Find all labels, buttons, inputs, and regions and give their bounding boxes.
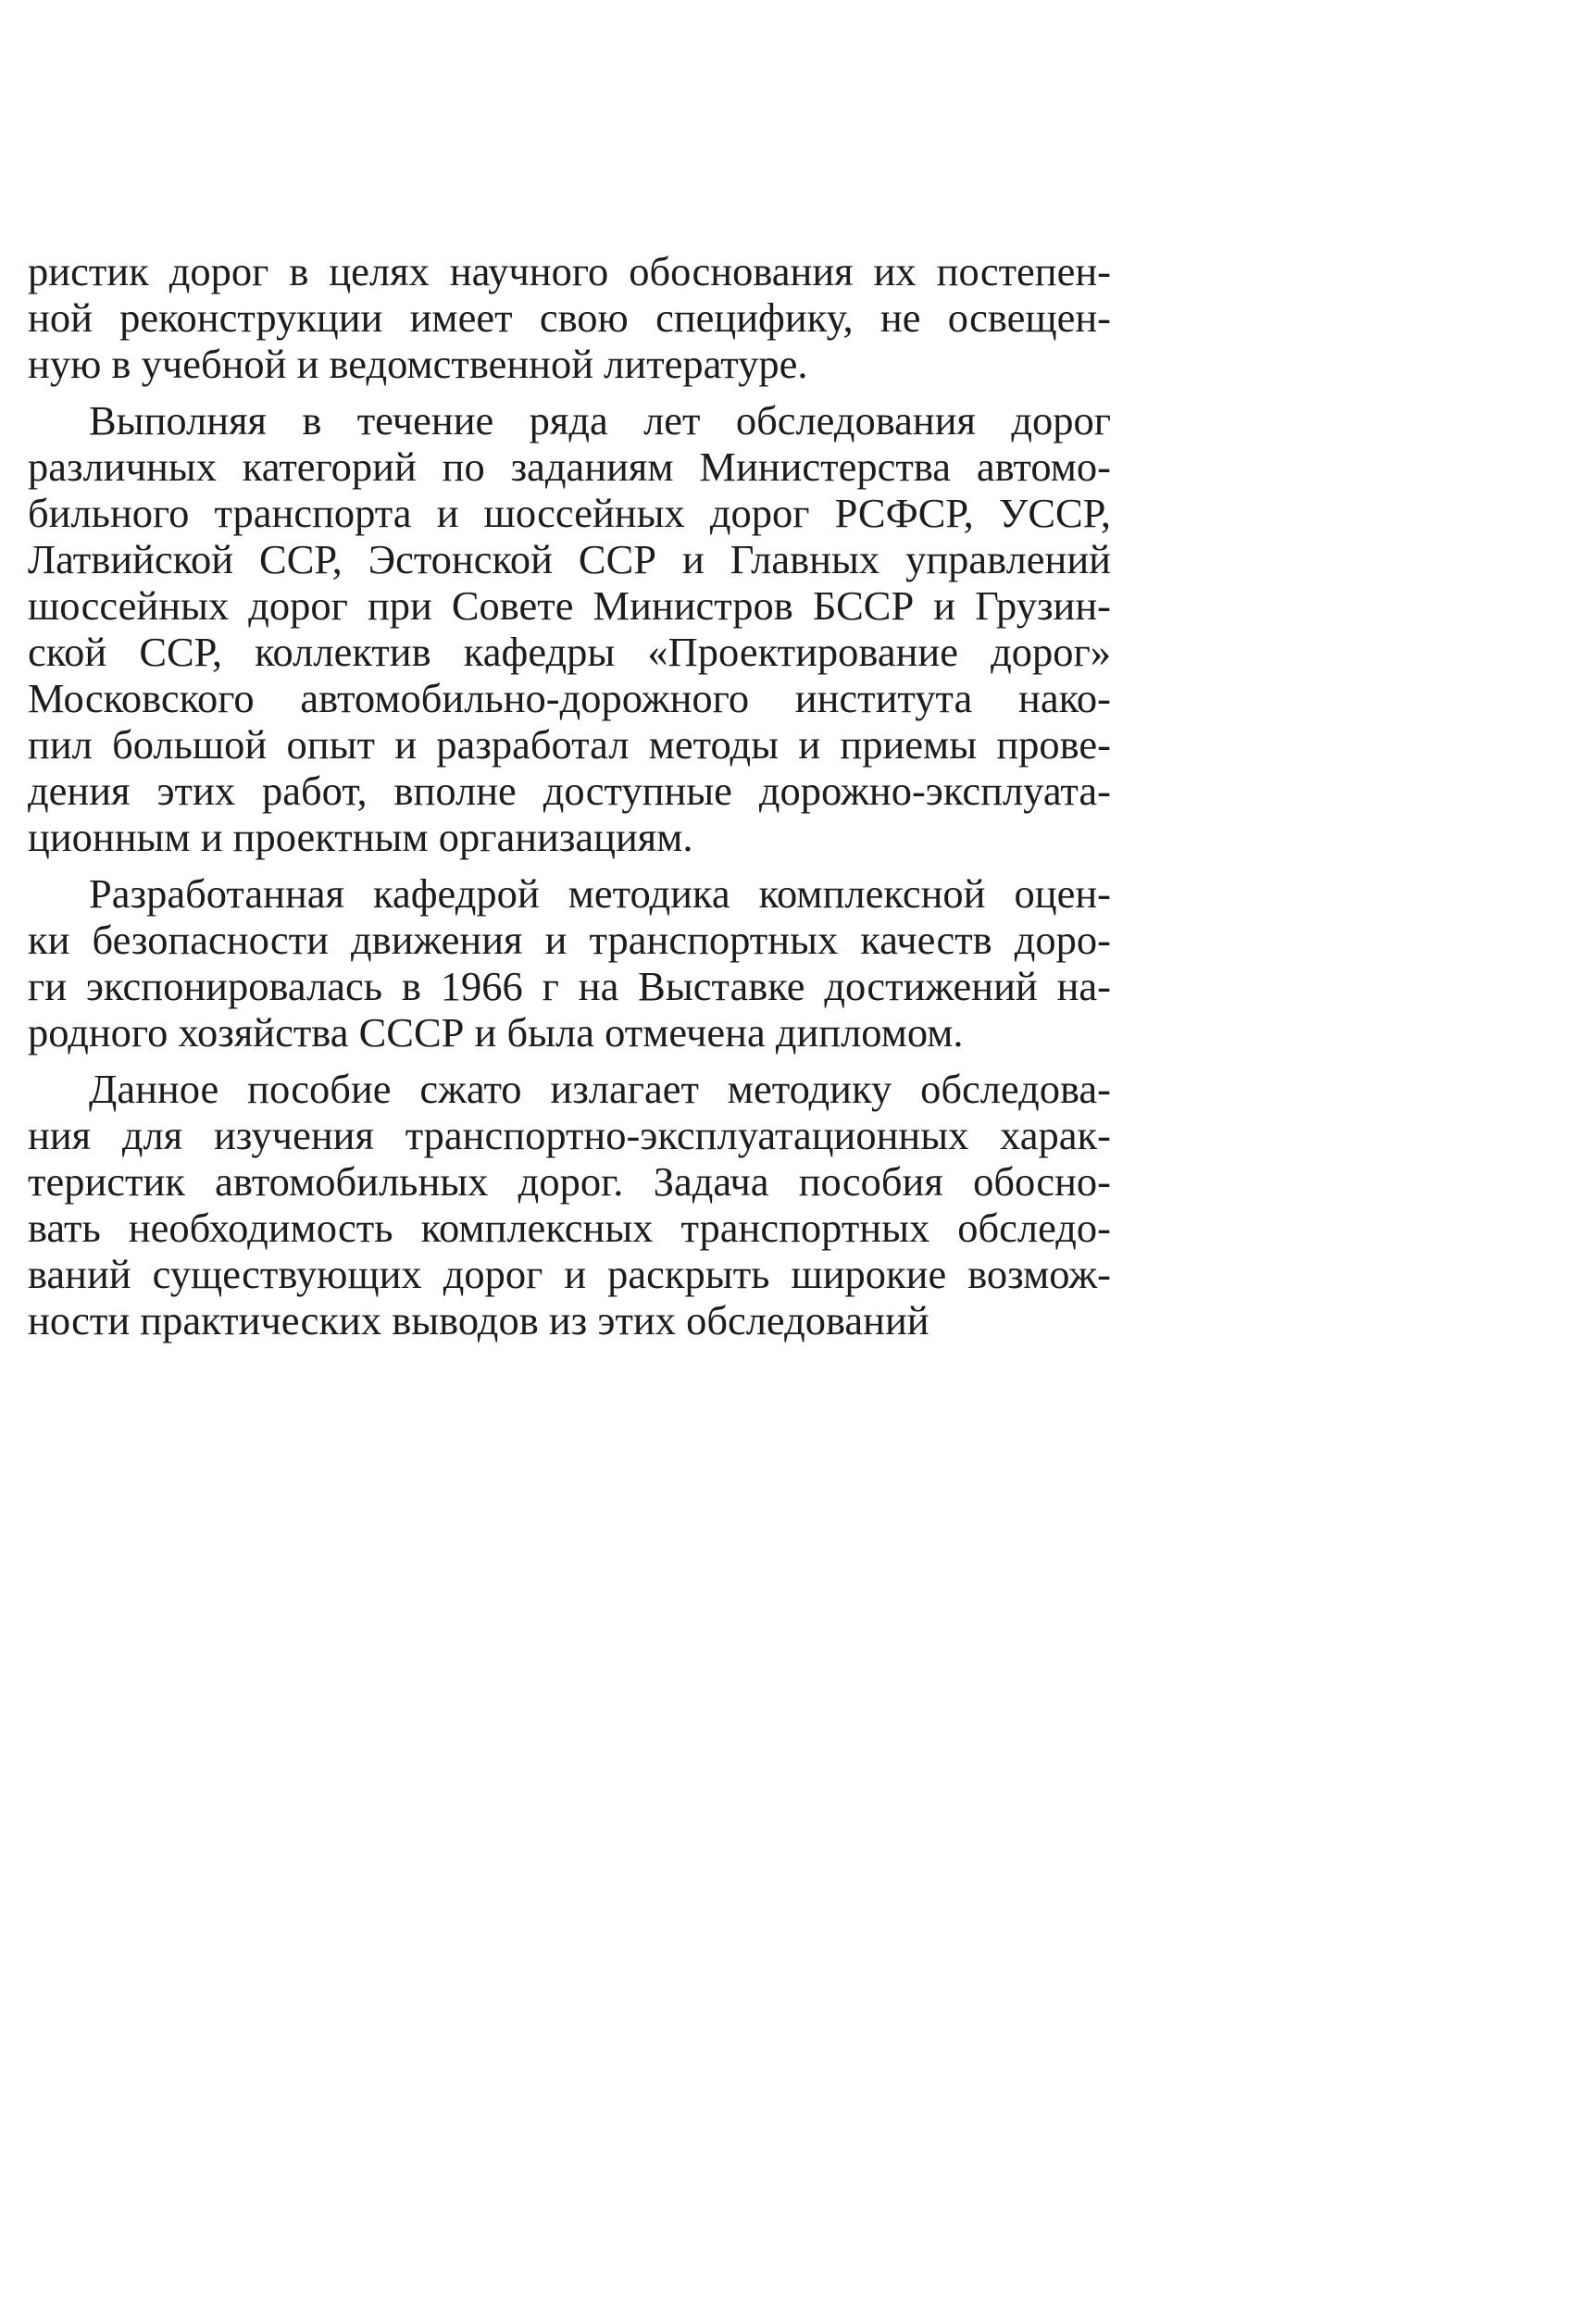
text-line: шоссейных дорог при Совете Министров БССР и Грузин- bbox=[28, 582, 1111, 629]
text-line: вать необходимость комплексных транспортных обследо- bbox=[28, 1205, 1111, 1251]
text-line: теристик автомобильных дорог. Задача пособия обосно- bbox=[28, 1158, 1111, 1205]
text-line: Выполняя в течение ряда лет обследования дорог bbox=[89, 397, 1111, 444]
text-line: ки безопасности движения и транспортных качеств доро- bbox=[28, 917, 1111, 963]
text-line: ской ССР, коллектив кафедры «Проектирование дорог» bbox=[28, 629, 1111, 675]
text-line: ционным и проектным организациям. bbox=[28, 814, 693, 860]
text-line: различных категорий по заданиям Министерства автомо- bbox=[28, 444, 1111, 490]
text-line: ги экспонировалась в 1966 г на Выставке достижений на- bbox=[28, 963, 1111, 1009]
text-line: родного хозяйства СССР и была отмечена дипломом. bbox=[28, 1009, 964, 1056]
text-line: Московского автомобильно-дорожного института нако- bbox=[28, 675, 1111, 721]
text-line: Разработанная кафедрой методика комплексной оцен- bbox=[89, 870, 1111, 917]
paragraph-gap bbox=[28, 387, 1111, 397]
text-line: ристик дорог в целях научного обоснования их постепен- bbox=[28, 248, 1111, 294]
paragraph bbox=[28, 1066, 1111, 1343]
body-text bbox=[28, 248, 1111, 1343]
paragraph bbox=[28, 397, 1111, 860]
text-line: Латвийской ССР, Эстонской ССР и Главных управлений bbox=[28, 536, 1111, 582]
text-line: Данное пособие сжато излагает методику обследова- bbox=[89, 1066, 1111, 1112]
paragraph-gap bbox=[28, 860, 1111, 870]
text-line: бильного транспорта и шоссейных дорог РСФСР, УССР, bbox=[28, 490, 1111, 536]
text-line: дения этих работ, вполне доступные дорожно-эксплуата- bbox=[28, 768, 1111, 814]
paragraph bbox=[28, 248, 1111, 387]
text-line: ния для изучения транспортно-эксплуатационных харак- bbox=[28, 1112, 1111, 1158]
text-line: пил большой опыт и разработал методы и приемы прове- bbox=[28, 721, 1111, 768]
text-line: ваний существующих дорог и раскрыть широкие возмож- bbox=[28, 1251, 1111, 1297]
text-line: ную в учебной и ведомственной литературе. bbox=[28, 341, 808, 387]
paragraph-gap bbox=[28, 1056, 1111, 1066]
text-line: ности практических выводов из этих обследований bbox=[28, 1297, 929, 1343]
text-line: ной реконструкции имеет свою специфику, не освещен- bbox=[28, 294, 1111, 341]
paragraph bbox=[28, 870, 1111, 1056]
